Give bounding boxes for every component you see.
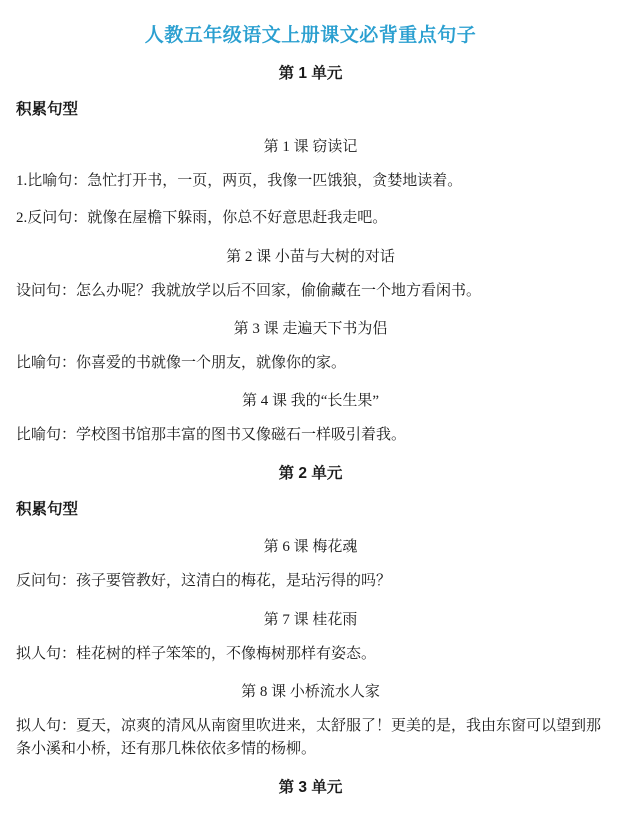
sentence-line: 反问句：孩子要管教好，这清白的梅花，是玷污得的吗？ (16, 573, 392, 590)
lesson-heading: 第 1 课 窃读记 (263, 139, 358, 155)
sentence-line: 比喻句：学校图书馆那丰富的图书又像磁石一样吸引着我。 (16, 427, 407, 443)
sentence-line: 比喻句：你喜爱的书就像一个朋友，就像你的家。 (16, 354, 347, 371)
section-heading: 积累句型 (16, 501, 79, 519)
lesson-heading: 第 3 课 走遍天下书为侣 (233, 320, 388, 337)
sentence-line: 2.反问句：就像在屋檐下躲雨，你总不好意思赶我走吧。 (16, 210, 388, 227)
lesson-heading: 第 2 课 小苗与大树的对话 (226, 248, 395, 265)
unit-heading: 第 3 单元 (278, 779, 343, 797)
sentence-line: 拟人句：夏天，凉爽的清风从南窗里吹进来，太舒服了！更美的是，我由东窗可以望到那条小溪和小桥，还有那几株依依多情的杨柳。 (16, 717, 602, 757)
lesson-heading: 第 7 课 桂花雨 (263, 611, 358, 628)
lesson-heading: 第 4 课 我的“长生果” (241, 393, 380, 409)
section-heading: 积累句型 (16, 101, 79, 118)
sentence-line: 1.比喻句：急忙打开书，一页，两页，我像一匹饿狼，贪婪地读着。 (16, 173, 463, 189)
unit-heading: 第 2 单元 (278, 465, 343, 483)
sentence-line: 拟人句：桂花树的样子笨笨的，不像梅树那样有姿态。 (16, 645, 377, 662)
document-body (16, 61, 605, 797)
unit-heading: 第 1 单元 (278, 65, 343, 82)
page-title: 人教五年级语文上册课文必背重点句子 (144, 25, 477, 46)
lesson-heading: 第 8 课 小桥流水人家 (241, 683, 380, 700)
lesson-heading: 第 6 课 梅花魂 (263, 539, 358, 556)
sentence-line: 设问句：怎么办呢？我就放学以后不回家，偷偷藏在一个地方看闲书。 (16, 282, 482, 299)
